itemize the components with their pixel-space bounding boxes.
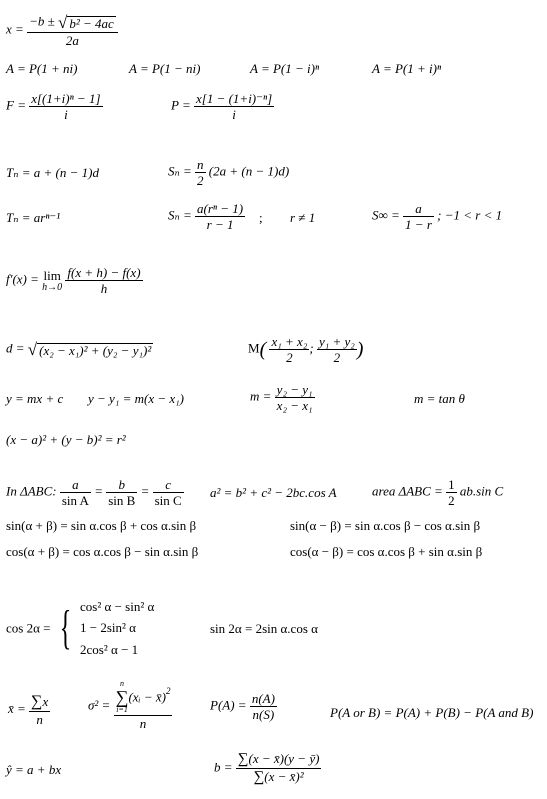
midpoint-open-paren: ( — [259, 338, 267, 361]
sin-double-angle: sin 2α = 2sin α.cos α — [210, 621, 318, 636]
geo-inf-den: 1 − r — [405, 217, 432, 232]
mean-den: n — [36, 712, 43, 727]
gradient-lhs: m = — [250, 388, 272, 404]
compound-depreciation: A = P(1 − i)ⁿ — [250, 61, 320, 76]
variance-fraction — [114, 680, 173, 730]
line-point-gradient-form: y − y₁ = m(x − x₁) — [88, 391, 184, 406]
gradient-num: y₂ − y₁ — [276, 382, 313, 397]
sin-sum-identity: sin(α + β) = sin α.cos β + cos α.sin β — [6, 518, 197, 533]
triangle-prefix: In ΔABC: — [6, 483, 57, 499]
pv-denominator: i — [232, 107, 236, 122]
fv-numerator: x[(1+i)ⁿ − 1] — [31, 91, 101, 106]
compound-interest: A = P(1 + i)ⁿ — [372, 61, 442, 76]
cos-difference-identity: cos(α − β) = cos α.cos β + sin α.sin β — [290, 544, 483, 559]
area-half-den: 2 — [448, 493, 455, 508]
quadratic-denominator: 2a — [65, 33, 79, 48]
midpoint-x-den: 2 — [286, 350, 293, 365]
sine-rule-a-num: a — [60, 478, 91, 493]
area-half-num: 1 — [448, 477, 455, 492]
midpoint-y-num: y₁ + y₂ — [318, 334, 355, 349]
cos-double-cases — [80, 596, 154, 660]
variance-num — [114, 680, 173, 716]
derivative-num: f(x + h) − f(x) — [67, 265, 141, 280]
midpoint-formula — [248, 335, 363, 364]
variance-den: n — [139, 716, 147, 731]
geo-sum-lhs: Sₙ = — [168, 207, 192, 223]
mean-formula — [8, 694, 50, 726]
gradient-fraction — [275, 383, 315, 412]
geo-sum-den: r − 1 — [206, 217, 234, 232]
sine-rule: In ΔABC: $\frac{a}{\text{sin A}}$ = $\frac{b}{\text{sin B}}$ = $\frac{c}{\text{sin C}}$ — [6, 477, 182, 508]
cos-sum-identity: cos(α + β) = cos α.cos β − sin α.sin β — [6, 544, 199, 559]
sine-rule-a-den: sin A — [61, 493, 89, 508]
quadratic-radicand: b² − 4ac — [69, 16, 114, 31]
circle-equation: (x − a)² + (y − b)² = r² — [6, 432, 126, 447]
distance-sqrt — [28, 341, 153, 358]
pv-lhs: P = — [171, 97, 191, 113]
cos-double-case-3: 2cos² α − 1 — [80, 641, 139, 657]
probability-den: n(S) — [252, 707, 275, 722]
probability-lhs: P(A) = — [210, 697, 247, 713]
midpoint-x-num: x₁ + x₂ — [271, 334, 308, 349]
slope-num-text: (x − x̄)(y − ȳ) — [248, 751, 320, 766]
variance-sum-top: n — [120, 679, 125, 688]
gradient-formula — [250, 383, 315, 412]
quadratic-sqrt — [58, 14, 116, 31]
distance-radicand: (x₂ − x₁)² + (y₂ − y₁)² — [39, 343, 152, 358]
fv-denominator: i — [64, 107, 68, 122]
geometric-condition: r ≠ 1 — [290, 210, 316, 225]
arith-sum-num: n — [197, 157, 204, 172]
quadratic-fraction — [27, 14, 118, 47]
area-rest: ab.sin C — [459, 483, 504, 499]
quadratic-lhs: x — [6, 21, 12, 37]
present-value-formula — [171, 92, 274, 121]
simple-depreciation: A = P(1 − ni) — [129, 61, 201, 76]
midpoint-y-fraction — [317, 335, 357, 364]
probability-num: n(A) — [251, 691, 275, 706]
mean-num-var: x — [42, 694, 49, 709]
sin-difference-identity: sin(α − β) = sin α.cos β − cos α.sin β — [290, 518, 481, 533]
distance-lhs: d = — [6, 340, 25, 356]
geometric-sum — [168, 202, 245, 231]
geometric-separator: ; — [259, 210, 263, 225]
variance-term: (xᵢ − x̄) — [128, 689, 166, 705]
geometric-infinite-sum — [372, 202, 502, 231]
regression-slope — [214, 752, 321, 785]
variance-lhs: σ² = — [88, 697, 111, 713]
quadratic-numerator — [27, 14, 118, 33]
sigma-icon: ∑ — [115, 687, 129, 707]
mean-lhs: x̄ = — [8, 700, 26, 716]
sine-rule-c-den: sin C — [154, 493, 182, 508]
arithmetic-sum — [168, 158, 289, 187]
arith-sum-fraction — [195, 158, 206, 187]
geometric-term: Tₙ = arⁿ⁻¹ — [6, 210, 61, 225]
triangle-area — [372, 478, 503, 507]
sum-symbol-icon-2: ∑ — [237, 751, 249, 767]
midpoint-lhs: M — [248, 340, 260, 356]
slope-fraction — [236, 752, 322, 785]
geo-inf-cond: ; −1 < r < 1 — [437, 207, 503, 223]
quadratic-eq: = — [15, 21, 24, 37]
cos-double-angle — [6, 596, 154, 660]
sum-symbol-icon-3: ∑ — [253, 769, 265, 785]
cases-brace: { — [59, 601, 72, 655]
limit-operator — [42, 269, 62, 293]
fv-fraction — [29, 92, 102, 121]
geo-inf-fraction — [403, 202, 434, 231]
gradient-den: x₂ − x₁ — [276, 398, 313, 413]
probability-formula — [210, 692, 277, 721]
quadratic-formula — [6, 14, 118, 47]
regression-line: ŷ = a + bx — [6, 762, 62, 777]
variance-sum-bottom: i=1 — [116, 705, 128, 714]
probability-or-rule: P(A or B) = P(A) + P(B) − P(A and B) — [330, 705, 534, 720]
area-half — [446, 478, 457, 507]
midpoint-x-fraction — [269, 335, 309, 364]
quadratic-num-text: −b ± — [29, 13, 58, 29]
variance-sum-operator — [116, 680, 129, 714]
sine-rule-a — [60, 478, 91, 507]
limit-subscript: h→0 — [42, 281, 63, 293]
variance-formula — [88, 680, 172, 730]
probability-fraction — [250, 692, 277, 721]
limit-text: lim — [43, 267, 61, 283]
sine-rule-b-den: sin B — [108, 493, 136, 508]
future-value-formula — [6, 92, 103, 121]
slope-den — [236, 769, 322, 785]
sine-rule-c-num: c — [153, 478, 184, 493]
sine-rule-c — [153, 478, 184, 507]
geo-sum-fraction — [195, 202, 245, 231]
radical-sign-2: √ — [27, 340, 38, 359]
mean-num — [29, 694, 50, 712]
arith-sum-lhs: Sₙ = — [168, 163, 192, 179]
derivative-fraction — [65, 266, 142, 295]
sum-symbol-icon: ∑ — [31, 693, 43, 710]
fv-lhs: F = — [6, 97, 26, 113]
arith-sum-den: 2 — [197, 173, 204, 188]
sine-rule-b — [106, 478, 137, 507]
cos-double-lhs: cos 2α = — [6, 620, 51, 636]
arithmetic-term: Tₙ = a + (n − 1)d — [6, 165, 99, 180]
cos-double-case-1: cos² α − sin² α — [80, 599, 155, 614]
radical-sign: √ — [57, 13, 68, 32]
geo-sum-num: a(rⁿ − 1) — [197, 201, 244, 216]
geo-inf-num: a — [403, 202, 434, 217]
pv-numerator: x[1 − (1+i)⁻ⁿ] — [195, 91, 273, 106]
geo-inf-lhs: S∞ = — [372, 207, 400, 223]
slope-lhs: b = — [214, 759, 233, 775]
arith-sum-rest: (2a + (n − 1)d) — [208, 163, 290, 179]
midpoint-separator: ; — [309, 340, 314, 356]
cos-double-case-2: 1 − 2sin² α — [80, 620, 136, 636]
midpoint-close-paren: ) — [356, 338, 364, 361]
area-lhs: area ΔABC = — [372, 483, 443, 499]
midpoint-y-den: 2 — [333, 350, 341, 365]
simple-interest: A = P(1 + ni) — [6, 61, 78, 76]
mean-fraction — [29, 694, 50, 726]
slope-num — [236, 752, 322, 769]
distance-formula — [6, 341, 153, 358]
variance-square: 2 — [165, 685, 171, 696]
slope-den-text: (x − x̄)² — [264, 769, 304, 784]
cosine-rule: a² = b² + c² − 2bc.cos A — [210, 485, 337, 500]
derivative-first-principles — [6, 266, 143, 295]
derivative-den: h — [100, 281, 108, 296]
sine-rule-b-num: b — [106, 478, 137, 493]
derivative-lhs: f′(x) = — [6, 271, 39, 287]
line-standard-form: y = mx + c — [6, 391, 64, 406]
pv-fraction — [194, 92, 274, 121]
gradient-tan: m = tan θ — [414, 391, 465, 406]
